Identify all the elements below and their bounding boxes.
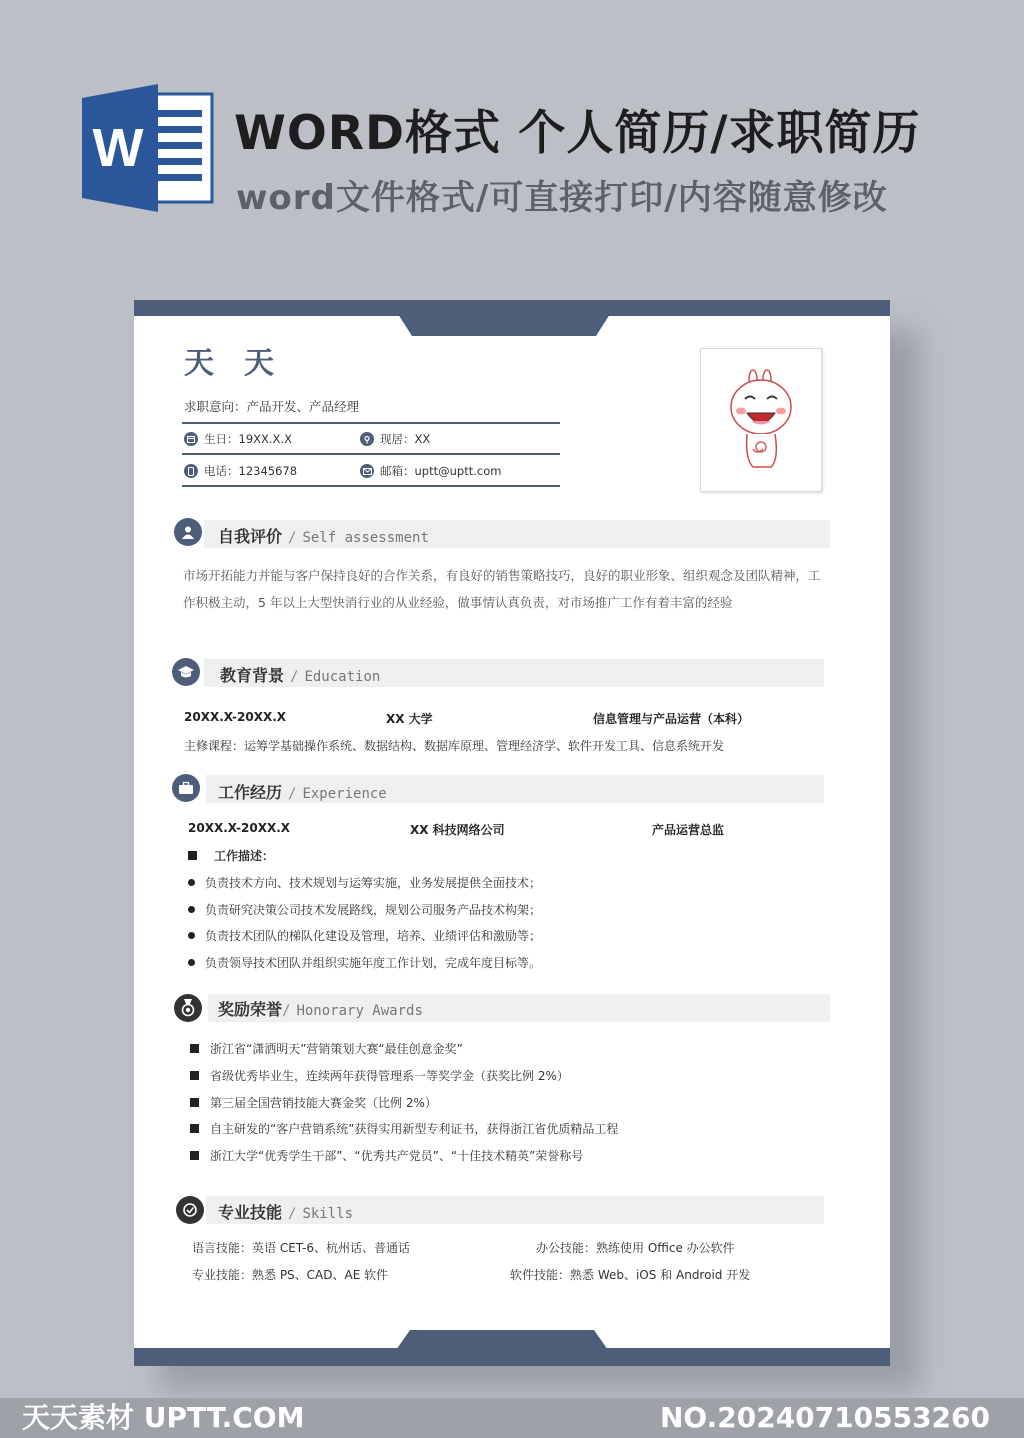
square-bullet-icon: [190, 1151, 199, 1160]
work-duty-item: 负责研究决策公司技术发展路线，规划公司服务产品技术构架；: [188, 901, 541, 918]
word-logo-letter: W: [92, 118, 144, 178]
skill-professional: 专业技能：熟悉 PS、CAD、AE 软件: [192, 1268, 389, 1282]
calendar-icon: [184, 432, 198, 446]
work-duty-item: 负责领导技术团队并组织实施年度工作计划，完成年度目标等。: [188, 954, 541, 971]
profile-photo: [700, 348, 822, 492]
footer-brand: 天天素材 UPTT.COM: [22, 1401, 305, 1434]
person-icon: [174, 518, 202, 546]
section-title-skills: 专业技能 / Skills: [218, 1203, 354, 1222]
email-info: [360, 463, 501, 479]
award-item: 浙江省“潇洒明天”营销策划大赛“最佳创意金奖”: [190, 1040, 463, 1057]
square-bullet-icon: [190, 1044, 199, 1053]
banner-title: WORD格式 个人简历/求职简历: [234, 106, 921, 161]
education-period: 20XX.X-20XX.X: [184, 710, 287, 724]
birth-info: [184, 431, 292, 447]
residence-text: 现居：XX: [380, 432, 431, 446]
info-divider: [182, 485, 560, 487]
cartoon-avatar-icon: [701, 349, 821, 491]
medal-icon: [174, 994, 202, 1022]
work-duty-item: 负责技术团队的梯队化建设及管理，培养、业绩评估和激励等；: [188, 927, 541, 944]
education-courses: 主修课程：运筹学基础操作系统、数据结构、数据库原理、管理经济学、软件开发工具、信息系统开发: [184, 739, 725, 753]
dot-bullet-icon: [188, 906, 195, 913]
residence-info: [360, 431, 430, 447]
work-desc-label: 工作描述：: [188, 847, 274, 864]
word-logo-icon: [82, 84, 214, 212]
work-position: 产品运营总监: [652, 823, 725, 837]
skill-software: 软件技能：熟悉 Web、iOS 和 Android 开发: [510, 1268, 751, 1282]
work-duty-item: 负责技术方向、技术规划与运筹实施，业务发展提供全面技术；: [188, 874, 541, 891]
dot-bullet-icon: [188, 932, 195, 939]
job-objective: 求职意向：产品开发、产品经理: [184, 399, 360, 414]
skill-office: 办公技能：熟练使用 Office 办公软件: [536, 1241, 735, 1255]
skill-language: 语言技能：英语 CET-6、杭州话、普通话: [192, 1241, 410, 1255]
square-bullet-icon: [190, 1124, 199, 1133]
phone-text: 电话：12345678: [204, 464, 298, 478]
section-title-work: 工作经历 / Experience: [218, 783, 387, 802]
skills-icon: [176, 1196, 204, 1224]
square-bullet-icon: [188, 851, 197, 860]
dot-bullet-icon: [188, 959, 195, 966]
top-tab-decoration: [398, 314, 610, 336]
location-pin-icon: [360, 432, 374, 446]
graduation-cap-icon: [172, 658, 200, 686]
award-item: 第三届全国营销技能大赛金奖（比例 2%）: [190, 1094, 437, 1111]
work-period: 20XX.X-20XX.X: [188, 821, 291, 835]
section-title-education: 教育背景 / Education: [220, 666, 381, 685]
info-divider: [182, 422, 560, 424]
banner-subtitle: word文件格式/可直接打印/内容随意修改: [236, 178, 888, 218]
section-title-awards: 奖励荣誉/ Honorary Awards: [218, 1000, 423, 1019]
self-assessment-text: 市场开拓能力并能与客户保持良好的合作关系，有良好的销售策略技巧，良好的职业形象、组织观念及团队精神，工作积极主动，5 年以上大型快消行业的从业经验，做事情认真负责，对市场推广工作有着丰富的经验: [183, 568, 821, 610]
phone-info: [184, 463, 297, 479]
footer-number: NO.20240710553260: [659, 1401, 990, 1434]
award-item: 浙江大学“优秀学生干部”、“优秀共产党员”、“十佳技术精英”荣誉称号: [190, 1147, 583, 1164]
award-item: 省级优秀毕业生，连续两年获得管理系一等奖学金（获奖比例 2%）: [190, 1067, 569, 1084]
birth-text: 生日：19XX.X.X: [204, 432, 292, 446]
candidate-name: 天天: [184, 346, 304, 381]
award-item: 自主研发的“客户营销系统”获得实用新型专利证书，获得浙江省优质精品工程: [190, 1120, 618, 1137]
bottom-accent-bar: [134, 1348, 890, 1366]
bottom-tab-decoration: [396, 1330, 608, 1350]
square-bullet-icon: [190, 1071, 199, 1080]
envelope-icon: [360, 464, 374, 478]
email-text: 邮箱：uptt@uptt.com: [380, 464, 502, 478]
square-bullet-icon: [190, 1098, 199, 1107]
phone-icon: [184, 464, 198, 478]
education-school: XX 大学: [386, 712, 433, 726]
resume-paper: [134, 300, 890, 1366]
section-title-self: 自我评价 / Self assessment: [218, 527, 429, 546]
dot-bullet-icon: [188, 879, 195, 886]
work-company: XX 科技网络公司: [410, 823, 505, 837]
info-divider: [182, 453, 560, 455]
briefcase-icon: [172, 774, 200, 802]
education-major: 信息管理与产品运营（本科）: [593, 712, 750, 726]
